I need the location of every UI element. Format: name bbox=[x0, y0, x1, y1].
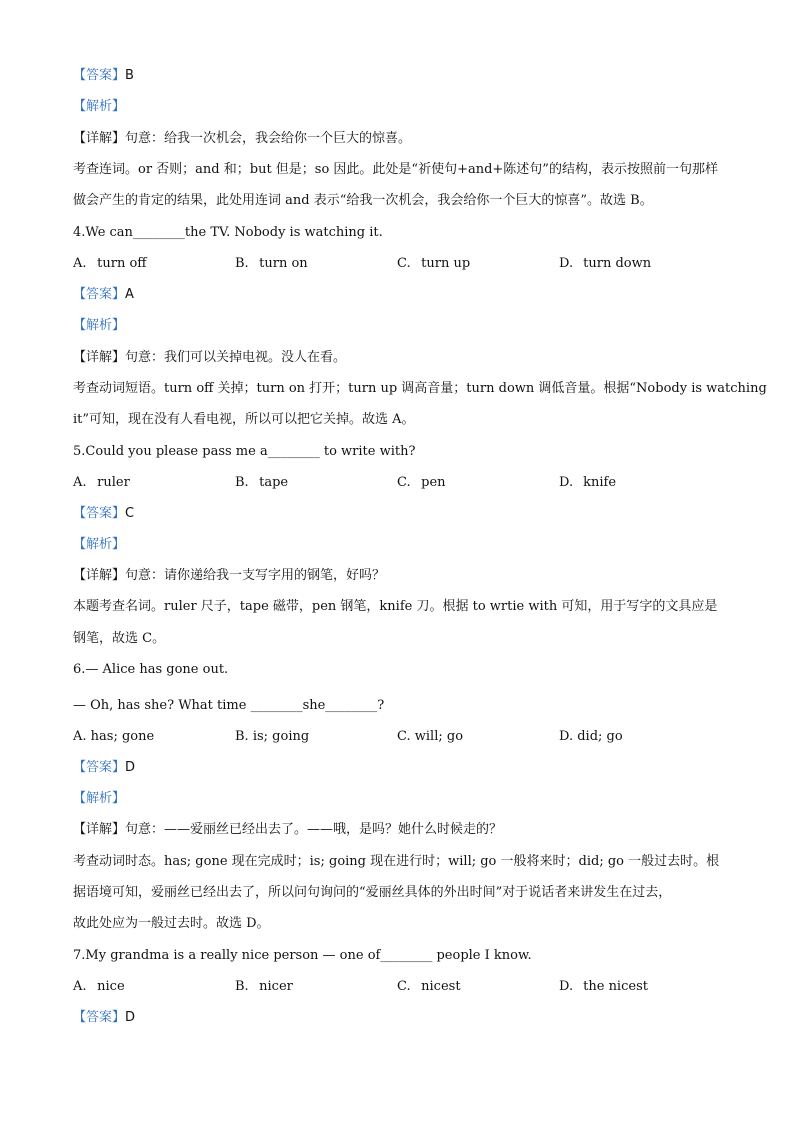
option-text: nicer bbox=[259, 979, 293, 994]
option-text: ruler bbox=[97, 475, 130, 490]
q5-option-a bbox=[73, 475, 130, 491]
q5-option-d bbox=[559, 475, 616, 491]
q7-answer bbox=[73, 1010, 135, 1026]
q4-detail bbox=[73, 350, 346, 366]
option-text: tape bbox=[259, 475, 289, 490]
q6-stem-line-1: 6.— Alice has gone out. bbox=[73, 662, 229, 677]
detail-text: 句意：我们可以关掉电视。没人在看。 bbox=[125, 350, 347, 365]
analysis-label: 【解析】 bbox=[73, 99, 126, 114]
option-text: turn down bbox=[583, 256, 652, 271]
q4-option-c bbox=[397, 256, 470, 272]
option-letter: B. bbox=[235, 475, 249, 490]
q3-detail bbox=[73, 131, 411, 147]
answer-value: D bbox=[125, 1010, 136, 1025]
q4-option-b bbox=[235, 256, 308, 272]
option-letter: C. bbox=[397, 979, 411, 994]
option-text: turn on bbox=[259, 256, 308, 271]
detail-text: 句意：请你递给我一支写字用的钢笔，好吗？ bbox=[125, 568, 386, 583]
q4-option-a bbox=[73, 256, 147, 272]
detail-text: 句意：——爱丽丝已经出去了。——哦，是吗？她什么时候走的？ bbox=[125, 822, 503, 837]
analysis-label: 【解析】 bbox=[73, 318, 126, 333]
answer-value: A bbox=[125, 287, 134, 302]
q5-explanation-line-1: 本题考查名词。ruler 尺子，tape 磁带，pen 钢笔，knife 刀。根据 to wrtie with 可知，用于写字的文具应是 bbox=[73, 599, 718, 614]
detail-label: 【详解】 bbox=[73, 350, 126, 365]
q6-explanation-line-3: 故此处应为一般过去时。故选 D。 bbox=[73, 916, 270, 931]
option-text: the nicest bbox=[583, 979, 648, 994]
q4-stem: 4.We can________the TV. Nobody is watching it. bbox=[73, 225, 383, 240]
q5-answer bbox=[73, 506, 134, 522]
option-text: will; go bbox=[414, 729, 464, 744]
q7-option-c bbox=[397, 979, 461, 995]
analysis-label: 【解析】 bbox=[73, 537, 126, 552]
option-letter: D. bbox=[559, 256, 574, 271]
q4-answer bbox=[73, 287, 134, 303]
detail-label: 【详解】 bbox=[73, 568, 126, 583]
option-letter: B. bbox=[235, 979, 249, 994]
q7-option-d bbox=[559, 979, 648, 995]
option-letter: C. bbox=[397, 729, 411, 744]
option-text: nice bbox=[97, 979, 125, 994]
option-text: knife bbox=[583, 475, 617, 490]
answer-value: B bbox=[125, 68, 134, 83]
option-text: turn off bbox=[97, 256, 147, 271]
q6-answer bbox=[73, 760, 135, 776]
option-letter: D. bbox=[559, 729, 574, 744]
q5-analysis bbox=[73, 537, 125, 553]
detail-text: 句意：给我一次机会，我会给你一个巨大的惊喜。 bbox=[125, 131, 412, 146]
option-text: pen bbox=[421, 475, 446, 490]
option-letter: C. bbox=[397, 475, 411, 490]
detail-label: 【详解】 bbox=[73, 131, 126, 146]
q6-option-a bbox=[73, 729, 154, 745]
q4-explanation-line-2: it”可知，现在没有人看电视，所以可以把它关掉。故选 A。 bbox=[73, 412, 415, 427]
q7-stem: 7.My grandma is a really nice person — one of________ people I know. bbox=[73, 948, 532, 963]
option-letter: A. bbox=[73, 256, 87, 271]
q6-explanation-line-2: 据语境可知，爱丽丝已经出去了，所以问句询问的“爱丽丝具体的外出时间”对于说话者来讲发生在过去， bbox=[73, 885, 672, 900]
q7-option-a bbox=[73, 979, 125, 995]
q6-option-b bbox=[235, 729, 309, 745]
q5-detail bbox=[73, 568, 385, 584]
q6-detail bbox=[73, 822, 502, 838]
q6-explanation-line-1: 考查动词时态。has; gone 现在完成时；is; going 现在进行时；will; go 一般将来时；did; go 一般过去时。根 bbox=[73, 854, 720, 869]
q3-answer bbox=[73, 68, 134, 84]
option-letter: D. bbox=[559, 979, 574, 994]
option-letter: A. bbox=[73, 729, 87, 744]
answer-label: 【答案】 bbox=[73, 760, 126, 775]
answer-label: 【答案】 bbox=[73, 287, 126, 302]
answer-value: D bbox=[125, 760, 136, 775]
option-letter: A. bbox=[73, 979, 87, 994]
q6-analysis bbox=[73, 791, 125, 807]
option-text: turn up bbox=[421, 256, 471, 271]
option-letter: B. bbox=[235, 256, 249, 271]
answer-label: 【答案】 bbox=[73, 506, 126, 521]
q4-analysis bbox=[73, 318, 125, 334]
q3-explanation-line-1: 考查连词。or 否则；and 和；but 但是；so 因此。此处是“祈使句+and+陈述句”的结构，表示按照前一句那样 bbox=[73, 162, 718, 177]
answer-label: 【答案】 bbox=[73, 68, 126, 83]
detail-label: 【详解】 bbox=[73, 822, 126, 837]
option-letter: C. bbox=[397, 256, 411, 271]
q6-option-c bbox=[397, 729, 463, 745]
q7-option-b bbox=[235, 979, 293, 995]
q3-explanation-line-2: 做会产生的肯定的结果，此处用连词 and 表示“给我一次机会，我会给你一个巨大的惊喜”。故选 B。 bbox=[73, 193, 653, 208]
option-letter: D. bbox=[559, 475, 574, 490]
q6-option-d bbox=[559, 729, 623, 745]
option-text: did; go bbox=[577, 729, 623, 744]
answer-value: C bbox=[125, 506, 135, 521]
q5-option-b bbox=[235, 475, 288, 491]
option-text: nicest bbox=[421, 979, 461, 994]
option-letter: B. bbox=[235, 729, 249, 744]
analysis-label: 【解析】 bbox=[73, 791, 126, 806]
q6-stem-line-2: — Oh, has she? What time ________she________? bbox=[73, 698, 385, 713]
q5-explanation-line-2: 钢笔，故选 C。 bbox=[73, 631, 166, 646]
q4-explanation-line-1: 考查动词短语。turn off 关掉；turn on 打开；turn up 调高音量；turn down 调低音量。根据“Nobody is watching bbox=[73, 381, 767, 396]
q5-stem: 5.Could you please pass me a________ to write with? bbox=[73, 444, 416, 459]
option-text: has; gone bbox=[90, 729, 155, 744]
answer-label: 【答案】 bbox=[73, 1010, 126, 1025]
option-text: is; going bbox=[252, 729, 310, 744]
q3-analysis bbox=[73, 99, 125, 115]
q5-option-c bbox=[397, 475, 446, 491]
q4-option-d bbox=[559, 256, 651, 272]
option-letter: A. bbox=[73, 475, 87, 490]
